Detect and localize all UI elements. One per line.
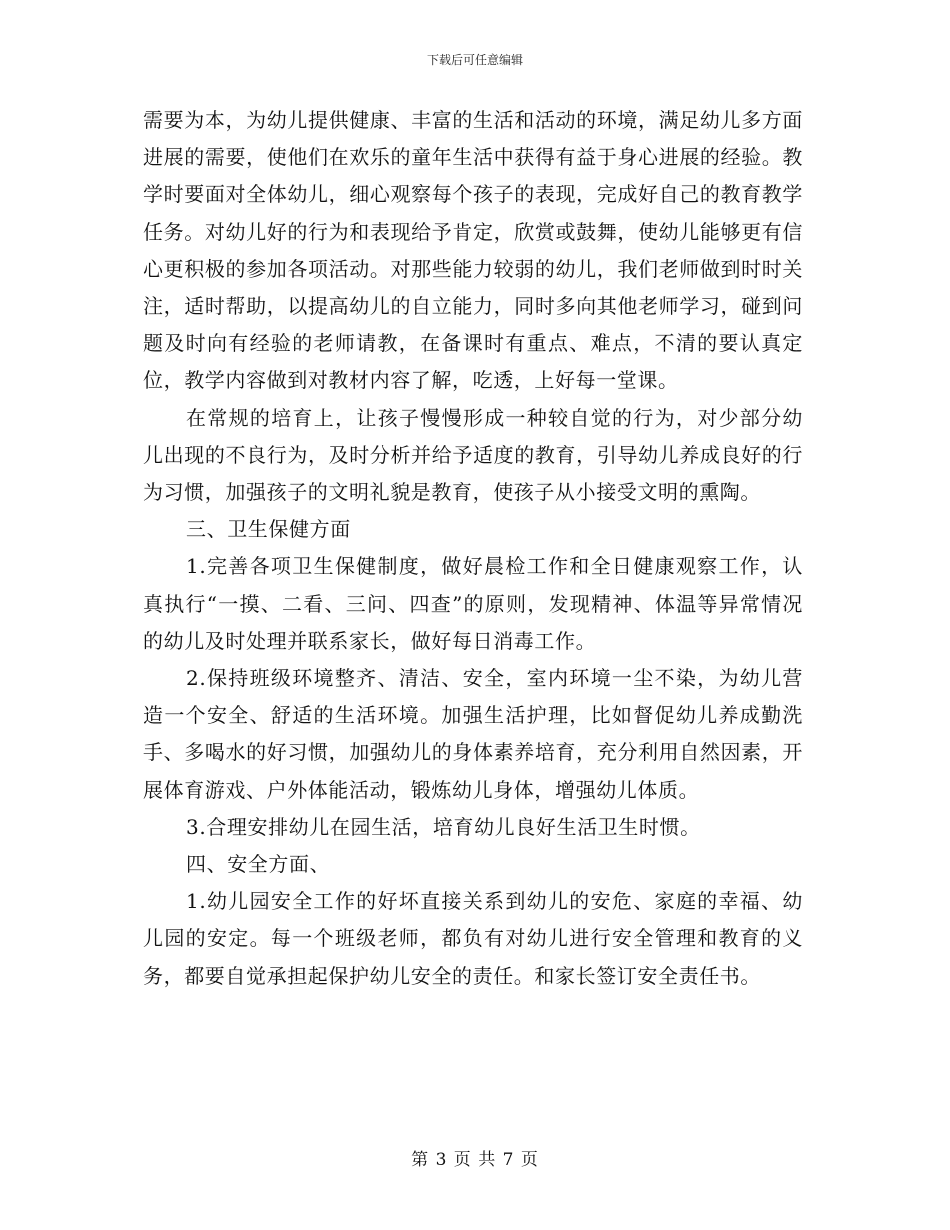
page-header: 下载后可任意编辑 xyxy=(426,53,523,67)
section-heading-safety: 四、安全方面、 xyxy=(186,852,331,877)
body-paragraph-2: 在常规的培育上，让孩子慢慢形成一种较自觉的行为，对少部分幼儿出现的不良行为，及时分析并给予适度的教育，引导幼儿养成良好的行为习惯，加强孩子的文明礼貌是教育，使孩子从小接受文明的熏陶。 xyxy=(143,405,803,505)
section-heading-hygiene: 三、卫生保健方面 xyxy=(186,517,351,542)
document-body xyxy=(143,102,803,995)
page-number: 第 3 页 共 7 页 xyxy=(411,1150,539,1170)
body-paragraph-1: 需要为本，为幼儿提供健康、丰富的生活和活动的环境，满足幼儿多方面进展的需要，使他们在欢乐的童年生活中获得有益于身心进展的经验。教学时要面对全体幼儿，细心观察每个孩子的表现，完成好自己的教育教学任务。对幼儿好的行为和表现给予肯定，欣赏或鼓舞，使幼儿能够更有信心更积极的参加各项活动。对那些能力较弱的幼儿，我们老师做到时时关注，适时帮助，以提高幼儿的自立能力，同时多向其他老师学习，碰到问题及时向有经验的老师请教，在备课时有重点、难点，不清的要认真定位，教学内容做到对教材内容了解，吃透，上好每一堂课。 xyxy=(143,108,803,393)
safety-item-1: 1.幼儿园安全工作的好坏直接关系到幼儿的安危、家庭的幸福、幼儿园的安定。每一个班级老师，都负有对幼儿进行安全管理和教育的义务，都要自觉承担起保护幼儿安全的责任。和家长签订安全责任书。 xyxy=(143,889,803,988)
hygiene-item-2: 2.保持班级环境整齐、清洁、安全，室内环境一尘不染，为幼儿营造一个安全、舒适的生活环境。加强生活护理，比如督促幼儿养成勤洗手、多喝水的好习惯，加强幼儿的身体素养培育，充分利用自然因素，开展体育游戏、户外体能活动，锻炼幼儿身体，增强幼儿体质。 xyxy=(143,666,803,802)
hygiene-item-3: 3.合理安排幼儿在园生活，培育幼儿良好生活卫生时惯。 xyxy=(186,814,701,839)
hygiene-item-1: 1.完善各项卫生保健制度，做好晨检工作和全日健康观察工作，认真执行“一摸、二看、三问、四查”的原则，发现精神、体温等异常情况的幼儿及时处理并联系家长，做好每日消毒工作。 xyxy=(143,554,803,653)
